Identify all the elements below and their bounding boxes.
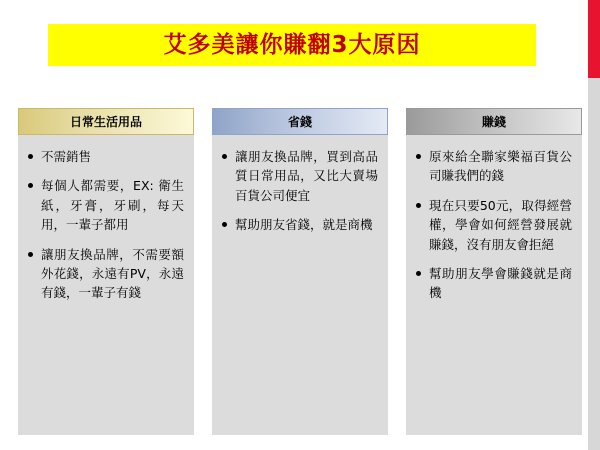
column-saving	[212, 108, 388, 435]
column-body-earning	[406, 135, 582, 435]
column-body-saving	[212, 135, 388, 435]
list-item: 現在只要50元，取得經營權，學會如何經營發展就賺錢，沒有朋友會拒絕	[414, 196, 572, 254]
bullet-list-saving	[220, 147, 378, 235]
bullet-list-daily-goods	[26, 147, 184, 303]
page-title: 艾多美讓你賺翻3大原因	[163, 31, 421, 58]
list-item: 不需銷售	[26, 147, 184, 166]
right-edge-accent	[588, 0, 600, 78]
list-item: 幫助朋友省錢，就是商機	[220, 215, 378, 234]
column-earning	[406, 108, 582, 435]
slide-title-band	[48, 24, 536, 66]
right-edge-bar	[588, 0, 600, 450]
list-item: 讓朋友換品牌，不需要額外花錢，永遠有PV，永遠有錢，一輩子有錢	[26, 245, 184, 303]
column-body-daily-goods	[18, 135, 194, 435]
column-header-saving: 省錢	[212, 108, 388, 135]
column-daily-goods	[18, 108, 194, 435]
list-item: 幫助朋友學會賺錢就是商機	[414, 264, 572, 303]
bullet-list-earning	[414, 147, 572, 303]
list-item: 每個人都需要，EX: 衛生紙，牙膏，牙刷，每天用，一輩子都用	[26, 176, 184, 234]
column-header-earning: 賺錢	[406, 108, 582, 135]
list-item: 讓朋友換品牌，買到高品質日常用品，又比大賣場百貨公司便宜	[220, 147, 378, 205]
column-header-daily-goods: 日常生活用品	[18, 108, 194, 135]
list-item: 原來給全聯家樂福百貨公司賺我們的錢	[414, 147, 572, 186]
